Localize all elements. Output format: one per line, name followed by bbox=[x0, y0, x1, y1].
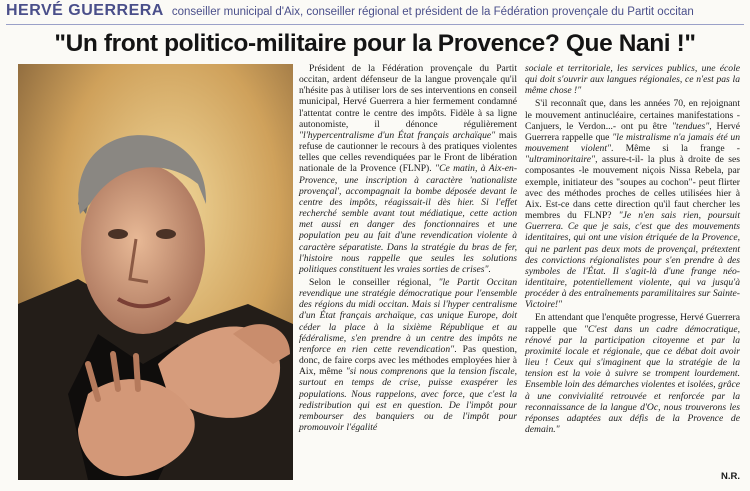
quote: "le mistralisme n'a jamais été un mouvement violent" bbox=[525, 131, 740, 155]
text-run: , assure-t-il- la plus à droite de ses composantes -le mouvement niçois Nissa Rebela, par exemple, initiateur des "soupes au cochon"- peut flirter avec des méthodes proches de celles utilisées hier à Aix. Est-ce dans cette direction qu'il faut chercher les membres du FLNP? bbox=[525, 154, 740, 222]
quote: "ultraminoritaire" bbox=[525, 154, 596, 166]
byline-name: HERVÉ GUERRERA bbox=[6, 2, 164, 19]
paragraph bbox=[525, 312, 740, 435]
quote: "si nous comprenons que la tension fiscale, surtout en temps de crise, puisse exaspérer les populations. Nous rappelons, avec force, que c'est la redistribution qui est en question. De l'impôt pour rembourser des banquiers ou de l'impôt pour promouvoir l'égalité bbox=[299, 366, 517, 433]
text-run: Selon le conseiller régional, bbox=[309, 276, 439, 288]
quote: "le Partit Occitan revendique une stratégie démocratique pour l'ensemble des régions du midi occitan. Mais si l'hyper centralisme d'un État français archaïque, cas unique Europe, doit céder la place à la sixième République et au fédéralisme, s'en prendre à un centre des impôts ne renforce en rien cette revendication" bbox=[299, 276, 517, 355]
quote: sociale et territoriale, les services publics, une école qui doit s'ouvrir aux langues régionales, ce n'est pas la même chose !" bbox=[525, 63, 740, 97]
quote: "Ce matin, à Aix-en-Provence, une inscription à caractère 'nationaliste provençal', accompagnait la bombe déposée devant le centre des impôts, réagissait-il dès hier. Si l'effet recherché semble avant tout médiatique, cette action met aussi en danger des fonctionnaires et une population peu au fait d'une revendication violente à caractère séparatiste. Dans la stratégie du bras de fer, l'histoire nous rappelle que seules les solutions politiques constituent les vraies sorties de crises". bbox=[299, 163, 518, 275]
quote: "tendues" bbox=[671, 120, 710, 132]
text-run: mais refuse de cautionner le recours à des pratiques violentes telles que celles revendiquées par le Front de libération nationale de la Provence (FLNP). bbox=[299, 129, 517, 175]
header-rule bbox=[6, 24, 744, 25]
article-column-1 bbox=[299, 63, 517, 435]
byline bbox=[6, 2, 744, 24]
portrait-photo bbox=[18, 64, 293, 480]
text-run: . Même si la frange - bbox=[611, 143, 740, 155]
paragraph bbox=[525, 98, 740, 310]
headline: "Un front politico-militaire pour la Provence? Que Nani !" bbox=[54, 30, 696, 57]
text-run: En attendant que l'enquête progresse, Hervé Guerrera rappelle que bbox=[525, 312, 740, 335]
paragraph bbox=[525, 63, 740, 96]
quote: "C'est dans un cadre démocratique, rénové par la participation citoyenne et par la proximité locale et régionale, que ce débat doit avoir lieu ! Ceux qui s'imaginent que la stratégie de la tension est la voie à suivre se trompent lourdement. Ensemble loin des démarches violentes et isolées, grâce à une convivialité retrouvée et renforcée par la reconnaissance de la langue d'Oc, nous trouverons les réponses adaptées aux défis de la Provence de demain." bbox=[525, 323, 740, 435]
author-signature: N.R. bbox=[721, 471, 740, 482]
quote: "l'hypercentralisme d'un État français archaïque" bbox=[299, 129, 496, 141]
text-run: Président de la Fédération provençale du Partit occitan, ardent défenseur de la langue provençale qu'il n'hésite pas à utiliser lors de ses interventions en conseil municipal, Hervé Guerrera a hier fermement condamné l'attentat contre le centre des impôts. Fidèle à sa ligne autonomiste, il dénonce régulièrement bbox=[299, 63, 517, 130]
text-run: , Hervé Guerrera rappelle que bbox=[525, 120, 740, 143]
portrait-illustration bbox=[18, 64, 293, 480]
byline-role: conseiller municipal d'Aix, conseiller régional et président de la Fédération provençale du Partit occitan bbox=[171, 6, 694, 18]
text-run: S'il reconnaît que, dans les années 70, en rejoignant le mouvement antinucléaire, certaines manifestations -Canjuers, le Verdon...- ont pu être bbox=[525, 98, 740, 132]
quote: "Je n'en sais rien, poursuit Guerrera. Ce que je sais, c'est que des mouvements identitaires, qui ont une vision étriquée de la Provence, qui ne parlent pas deux mots de provençal, prétextent des convictions régionalistes pour s'en prendre à des symboles de l'État. Il s'agit-là d'une frange néo-identitaire, potentiellement violente, qui va jusqu'à procéder à des entraînements paramilitaires sur Sainte-Victoire!" bbox=[525, 210, 740, 311]
text-run: . Pas question, donc, de faire corps avec les méthodes employées hier à Aix, même bbox=[299, 343, 517, 378]
paragraph bbox=[299, 63, 517, 275]
article-column-2 bbox=[525, 63, 740, 437]
paragraph bbox=[299, 277, 517, 433]
